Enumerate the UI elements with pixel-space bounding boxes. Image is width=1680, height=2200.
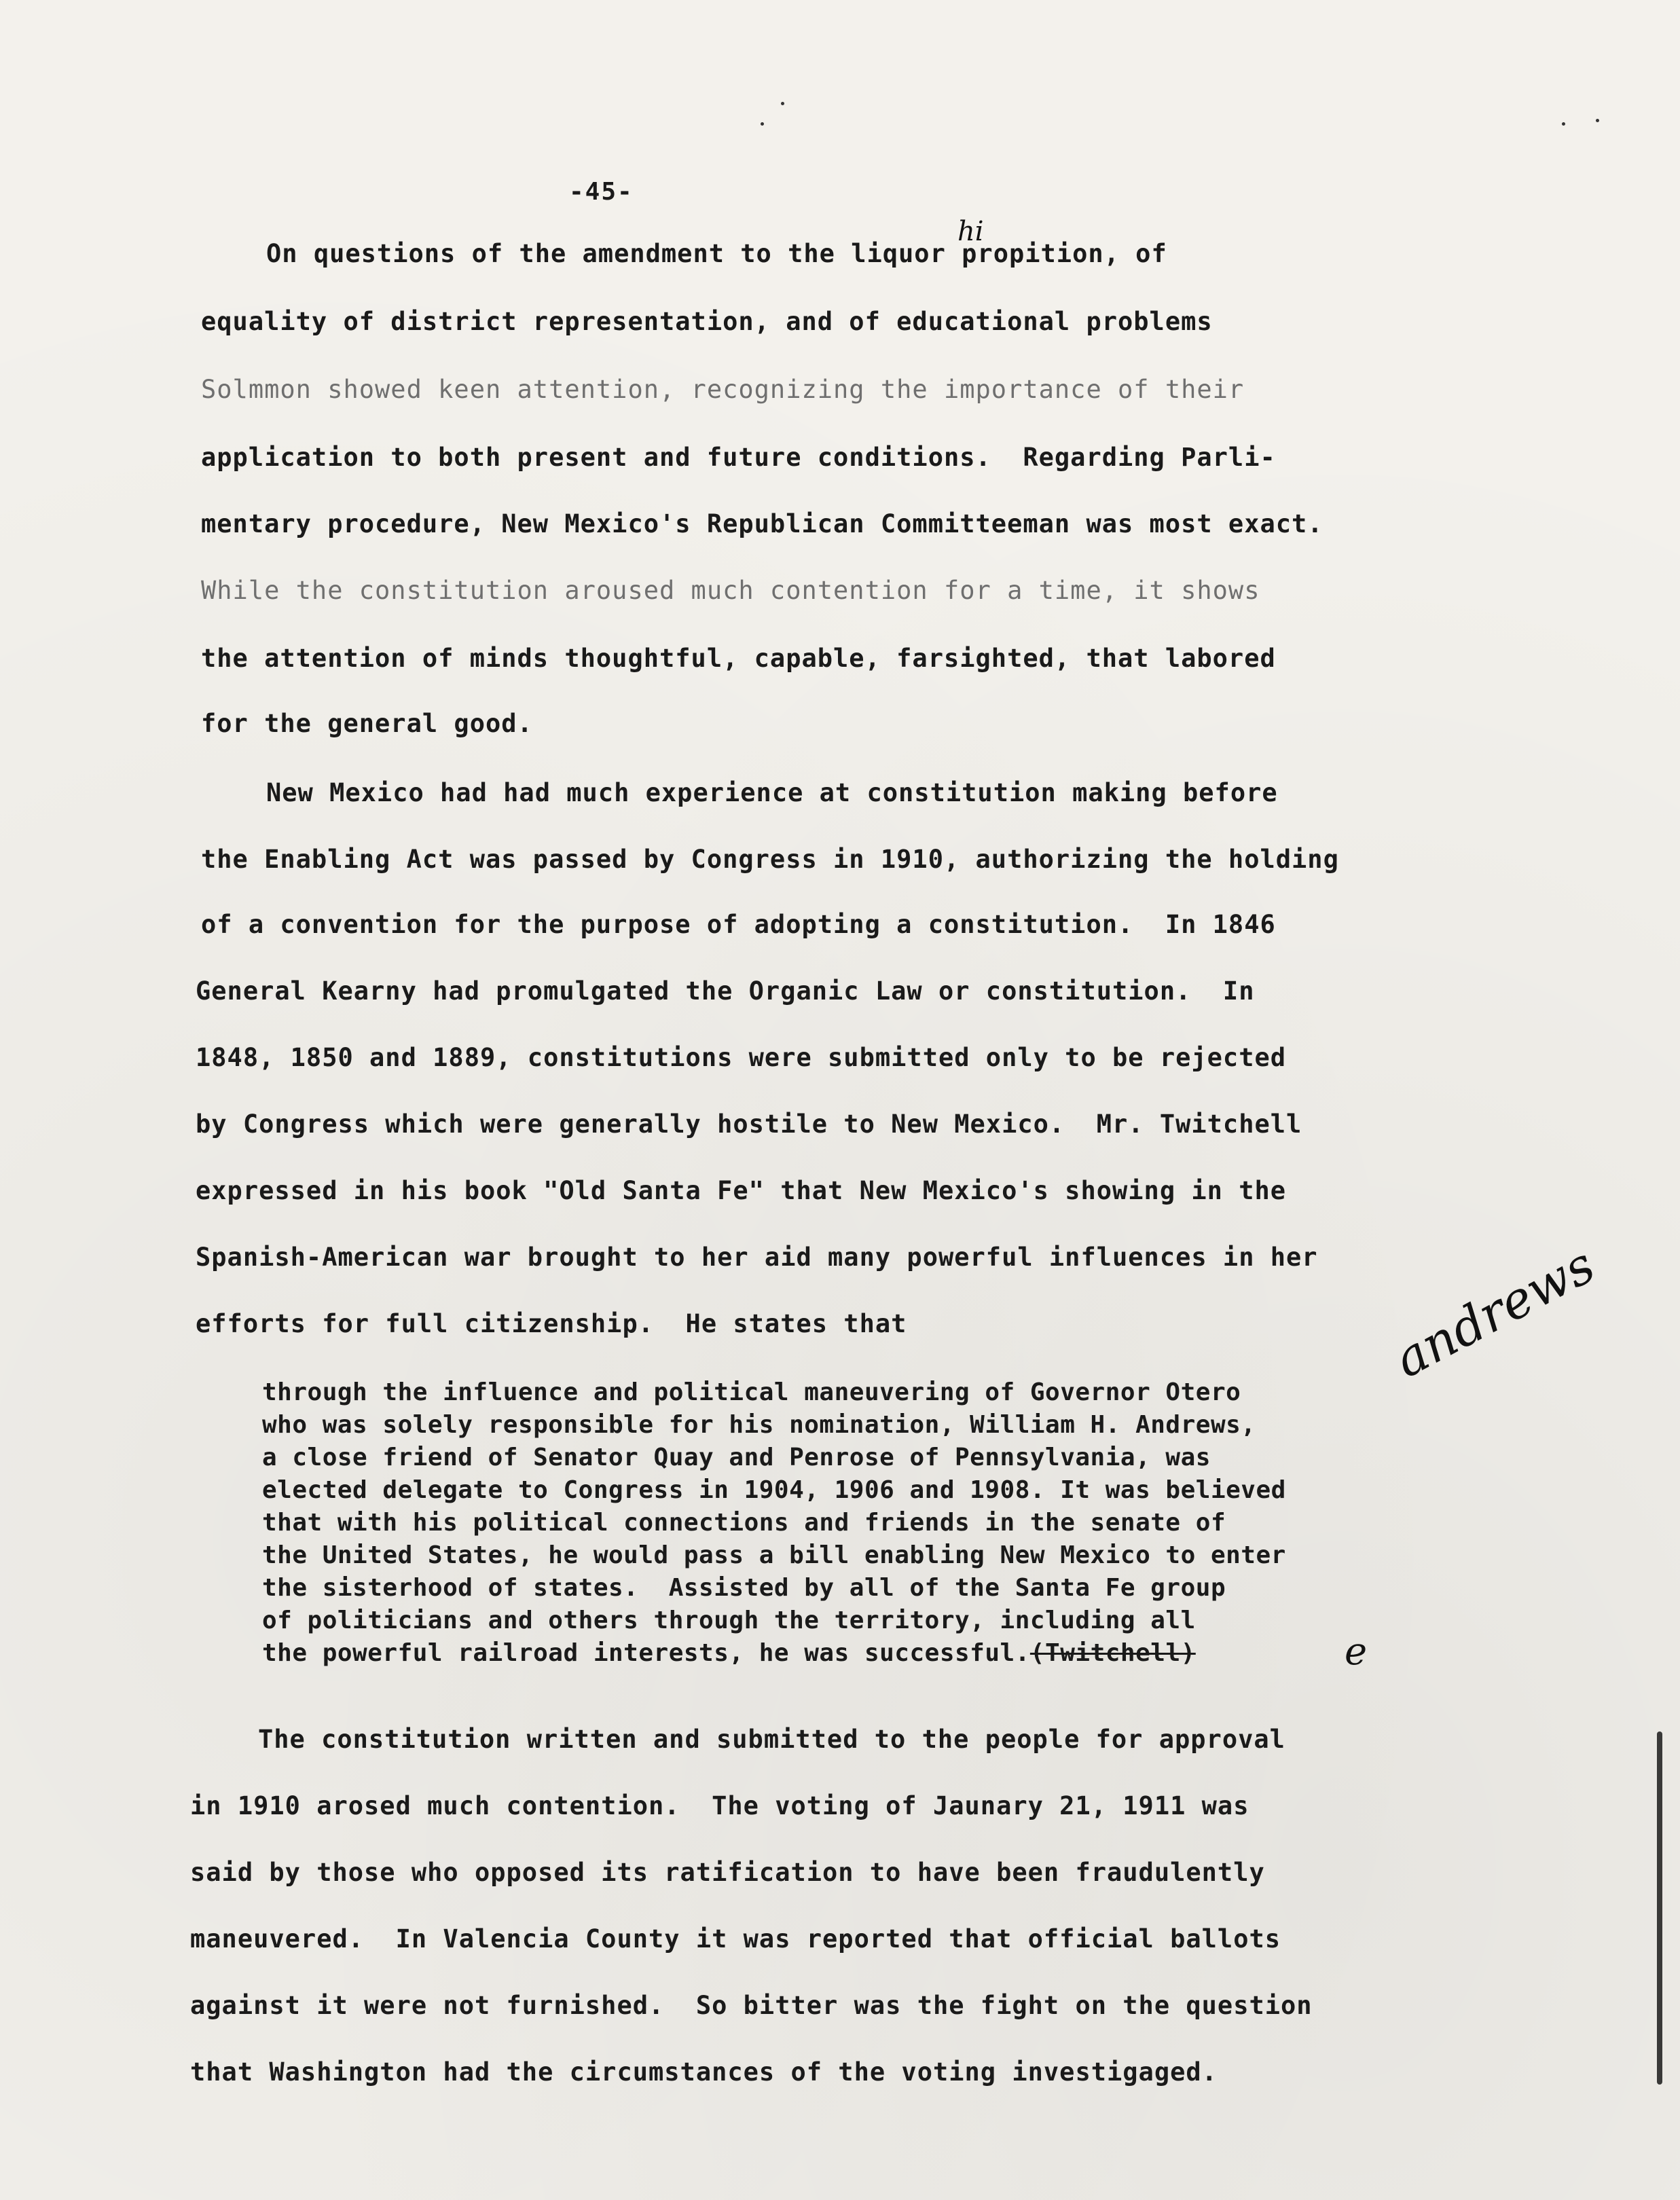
paragraph-line: mentary procedure, New Mexico's Republican Committeeman was most exact. [201, 509, 1323, 538]
paragraph-line: While the constitution aroused much contention for a time, it shows [201, 576, 1260, 605]
quote-line: who was solely responsible for his nomination, William H. Andrews, [262, 1411, 1256, 1439]
paragraph-line: that Washington had the circumstances of the voting investigaged. [190, 2057, 1218, 2087]
paragraph-line: Spanish-American war brought to her aid many powerful influences in her [196, 1243, 1318, 1272]
quote-line: the sisterhood of states. Assisted by all of the Santa Fe group [262, 1574, 1226, 1602]
quote-line: elected delegate to Congress in 1904, 1906 and 1908. It was believed [262, 1476, 1286, 1504]
paragraph-line: by Congress which were generally hostile to New Mexico. Mr. Twitchell [196, 1110, 1302, 1139]
paragraph-line: equality of district representation, and of educational problems [201, 307, 1213, 336]
quote-last-text: the powerful railroad interests, he was successful. [262, 1639, 1030, 1667]
page-number: -45- [569, 178, 634, 206]
scan-speck [781, 102, 784, 105]
quote-line: through the influence and political maneuvering of Governor Otero [262, 1378, 1241, 1406]
paragraph-line: Solmmon showed keen attention, recognizing the importance of their [201, 375, 1245, 404]
scan-speck [1596, 119, 1599, 122]
scan-edge-mark [1657, 1731, 1662, 2085]
scan-speck [761, 122, 764, 126]
paragraph-line: maneuvered. In Valencia County it was reported that official ballots [190, 1924, 1281, 1954]
paragraph-line: General Kearny had promulgated the Organic Law or constitution. In [196, 976, 1255, 1006]
paragraph-line: the Enabling Act was passed by Congress in 1910, authorizing the holding [201, 845, 1339, 874]
quote-line: that with his political connections and friends in the senate of [262, 1509, 1226, 1537]
handwritten-insert-hi: hi [957, 216, 984, 247]
quote-line: the United States, he would pass a bill enabling New Mexico to enter [262, 1541, 1286, 1569]
scan-speck [1562, 122, 1565, 126]
quote-line: of politicians and others through the territory, including all [262, 1607, 1196, 1634]
paragraph-line: said by those who opposed its ratification to have been fraudulently [190, 1858, 1265, 1887]
paragraph-line: 1848, 1850 and 1889, constitutions were submitted only to be rejected [196, 1043, 1287, 1072]
paragraph-line: the attention of minds thoughtful, capable, farsighted, that labored [201, 644, 1276, 673]
paragraph-line: for the general good. [201, 709, 533, 738]
paragraph-line: The constitution written and submitted to the people for approval [258, 1725, 1285, 1754]
struck-citation: (Twitchell) [1029, 1639, 1196, 1667]
paragraph-line: against it were not furnished. So bitter was the fight on the question [190, 1991, 1313, 2020]
paragraph-line: efforts for full citizenship. He states that [196, 1309, 907, 1338]
quote-line: a close friend of Senator Quay and Penrose of Pennsylvania, was [262, 1444, 1211, 1471]
paragraph-line: New Mexico had had much experience at constitution making before [266, 778, 1278, 807]
paragraph-line: On questions of the amendment to the liquor propition, of [266, 239, 1167, 268]
paragraph-line: expressed in his book "Old Santa Fe" that New Mexico's showing in the [196, 1176, 1287, 1205]
paragraph-line: in 1910 arosed much contention. The voting of Jaunary 21, 1911 was [190, 1791, 1249, 1820]
paragraph-line: of a convention for the purpose of adopting a constitution. In 1846 [201, 910, 1276, 939]
handwritten-e: e [1345, 1630, 1368, 1674]
quote-line [262, 1639, 1196, 1667]
handwritten-andrews: andrews [1385, 1236, 1605, 1389]
paragraph-line: application to both present and future conditions. Regarding Parli- [201, 443, 1276, 472]
